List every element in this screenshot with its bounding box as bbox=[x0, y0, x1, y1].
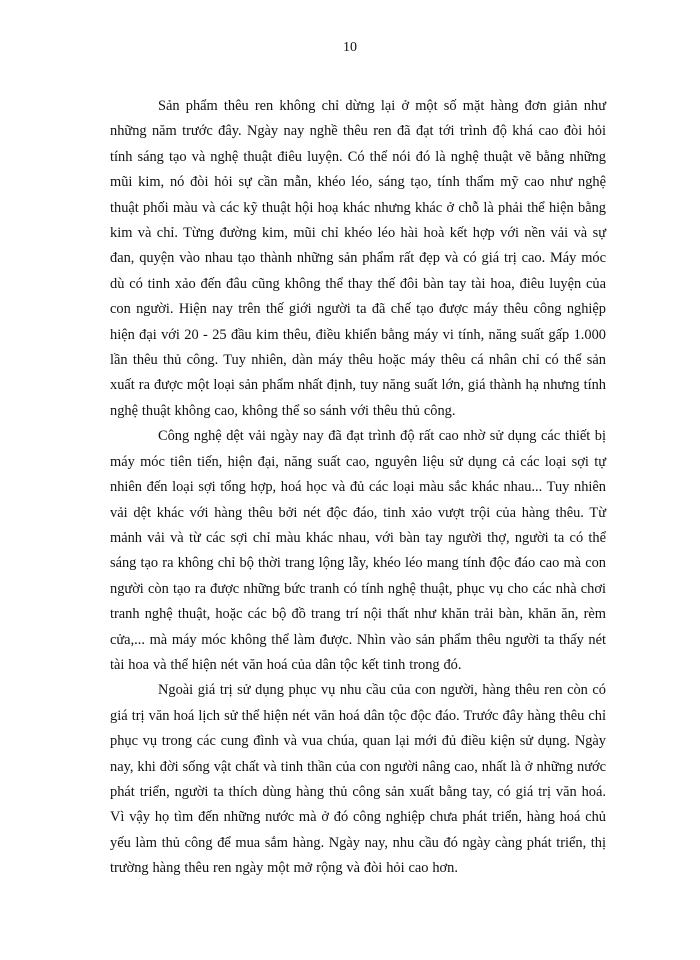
document-body bbox=[110, 94, 606, 882]
page-number: 10 bbox=[343, 40, 357, 55]
paragraph-2: Công nghệ dệt vải ngày nay đã đạt trình độ rất cao nhờ sử dụng các thiết bị máy móc tiên tiến, hiện đại, năng suất cao, nguyên liệu sử dụng cả các loại sợi tự nhiên đến loại sợi tổng hợp, hoá học và đủ các loại màu sắc khác nhau... Tuy nhiên vải dệt khác với hàng thêu bởi nét độc đáo, tinh xảo vượt trội của hàng thêu. Từ mảnh vải và từ các sợi chỉ màu khác nhau, với bàn tay người thợ, người ta có thể sáng tạo ra không chỉ bộ thời trang lộng lẫy, khéo léo mang tính độc đáo cao mà con người còn tạo ra được những bức tranh có tính nghệ thuật, phục vụ cho các nhà chơi tranh nghệ thuật, hoặc các bộ đồ trang trí nội thất như khăn trải bàn, khăn ăn, rèm cửa,... mà máy móc không thể làm được. Nhìn vào sản phẩm thêu người ta thấy nét tài hoa và thể hiện nét văn hoá của dân tộc kết tinh trong đó. bbox=[110, 428, 606, 673]
paragraph-3: Ngoài giá trị sử dụng phục vụ nhu cầu của con người, hàng thêu ren còn có giá trị văn hoá lịch sử thể hiện nét văn hoá dân tộc độc đáo. Trước đây hàng thêu chỉ phục vụ trong các cung đình và vua chúa, quan lại mới đủ điều kiện sử dụng. Ngày nay, khi đời sống vật chất và tinh thần của con người nâng cao, nhất là ở những nước phát triển, người ta thích dùng hàng thủ công sản xuất bằng tay, có giá trị văn hoá. Vì vậy họ tìm đến những nước mà ở đó công nghiệp chưa phát triển, hàng hoá chủ yếu làm thủ công để mua sắm hàng. Ngày nay, nhu cầu đó ngày càng phát triển, thị trường hàng thêu ren ngày một mở rộng và đòi hỏi cao hơn. bbox=[110, 682, 606, 877]
paragraph-1: Sản phẩm thêu ren không chỉ dừng lại ở một số mặt hàng đơn giản như những năm trước đây. Ngày nay nghề thêu ren đã đạt tới trình độ khá cao đòi hỏi tính sáng tạo và nghệ thuật điêu luyện. Có thể nói đó là nghệ thuật vẽ bằng những mũi kim, nó đòi hỏi sự cần mẫn, khéo léo, sáng tạo, tính thẩm mỹ cao như nghệ thuật phối màu và các kỹ thuật hội hoạ khác nhưng khác ở chỗ là phải thể hiện bằng kim và chỉ. Từng đường kim, mũi chỉ khéo léo hài hoà kết hợp với nền vải và sự đan, quyện vào nhau tạo thành những sản phẩm rất đẹp và có giá trị cao. Máy móc dù có tinh xảo đến đâu cũng không thể thay thế đôi bàn tay tài hoa, điêu luyện của con người. Hiện nay trên thế giới người ta đã chế tạo được máy thêu công nghiệp hiện đại với 20 - 25 đầu kim thêu, điều khiển bằng máy vi tính, năng suất gấp 1.000 lần thêu thủ công. Tuy nhiên, dàn máy thêu hoặc máy thêu cá nhân chỉ có thể sản xuất ra được một loại sản phẩm nhất định, tuy năng suất lớn, giá thành hạ nhưng tính nghệ thuật không cao, không thể so sánh với thêu thủ công. bbox=[110, 98, 606, 419]
